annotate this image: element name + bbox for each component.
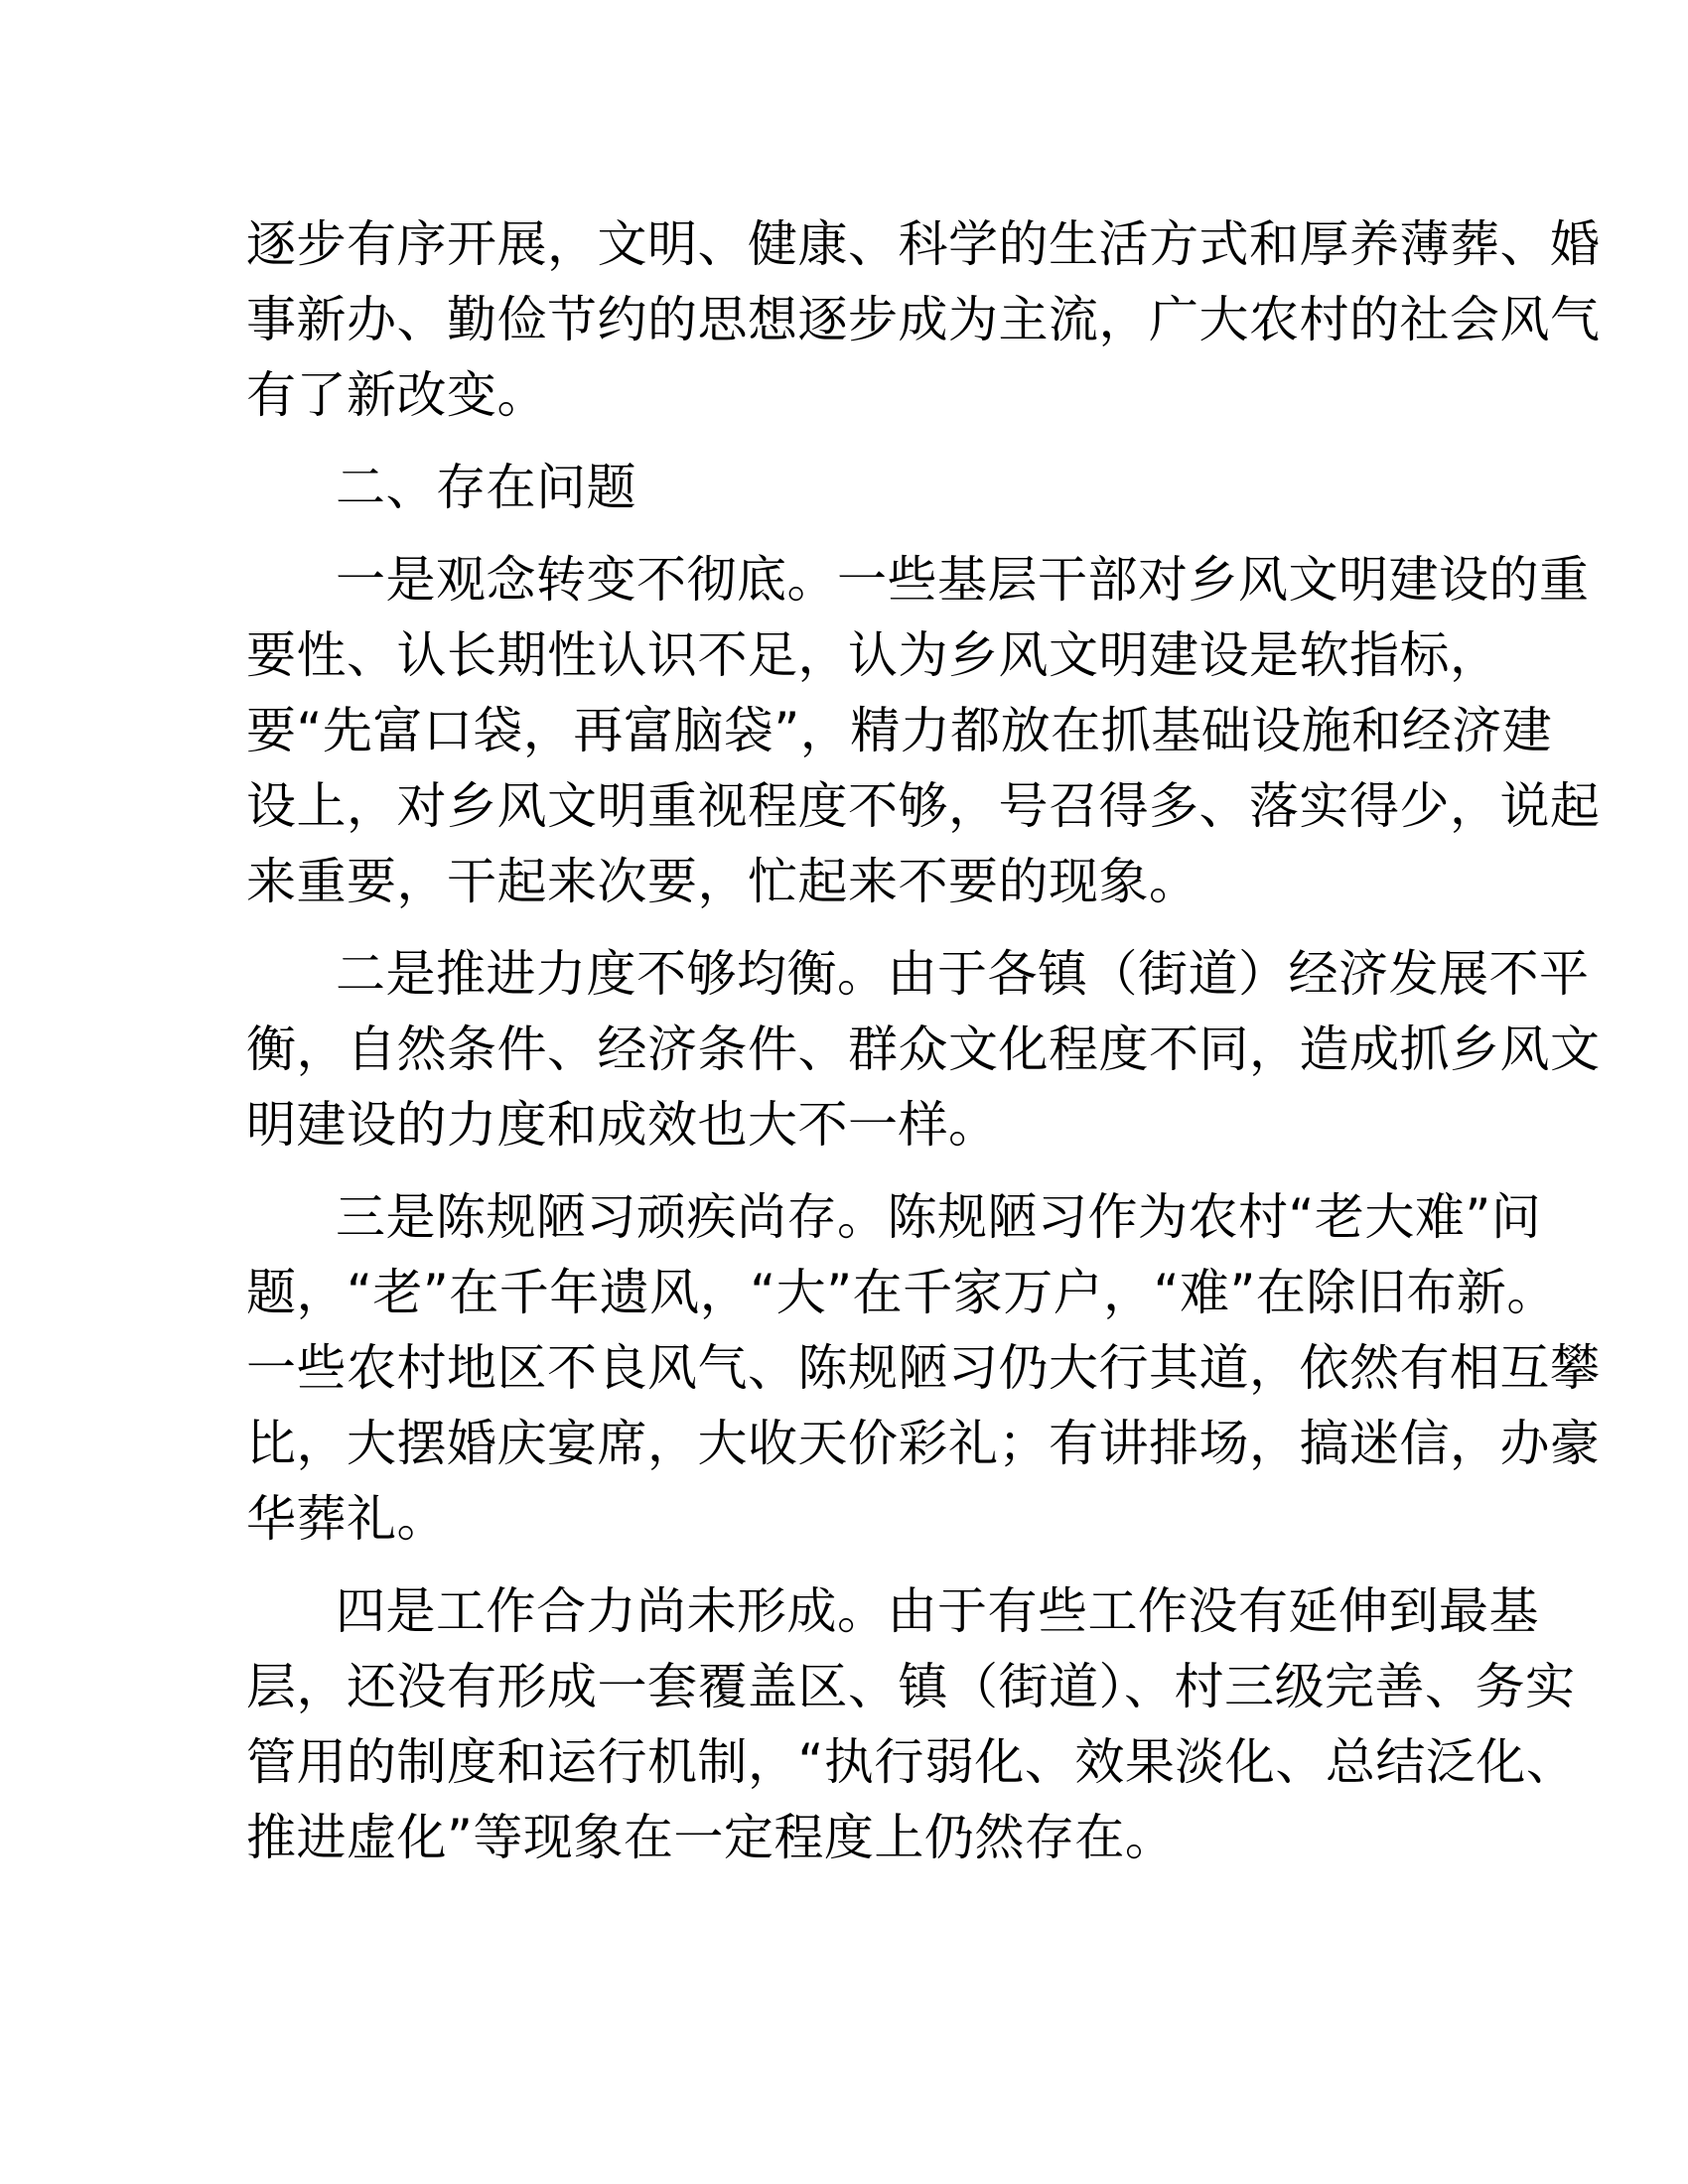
- paragraph-line: 层，还没有形成一套覆盖区、镇（街道）、村三级完善、务实: [246, 1658, 1576, 1715]
- paragraph-line: 四是工作合力尚未形成。由于有些工作没有延伸到最基: [336, 1582, 1539, 1640]
- paragraph-line: 要性、认长期性认识不足，认为乡风文明建设是软指标，: [246, 626, 1500, 684]
- paragraph-line: 题，“老”在千年遗风，“大”在千家万户，“难”在除旧布新。: [246, 1264, 1557, 1321]
- paragraph-line: 推进虚化”等现象在一定程度上仍然存在。: [246, 1809, 1176, 1866]
- paragraph-line: 设上，对乡风文明重视程度不够，号召得多、落实得少，说起: [246, 777, 1601, 835]
- paragraph-line: 事新办、勤俭节约的思想逐步成为主流，广大农村的社会风气: [246, 291, 1601, 348]
- paragraph-line: 管用的制度和运行机制，“执行弱化、效果淡化、总结泛化、: [246, 1733, 1577, 1791]
- paragraph-line: 比，大摆婚庆宴席，大收天价彩礼；有讲排场，搞迷信，办豪: [246, 1415, 1601, 1472]
- paragraph-line: 逐步有序开展，文明、健康、科学的生活方式和厚养薄葬、婚: [246, 215, 1601, 273]
- paragraph-line: 衡，自然条件、经济条件、群众文化程度不同，造成抓乡风文: [246, 1021, 1601, 1078]
- paragraph-line: 华葬礼。: [246, 1490, 447, 1548]
- section-heading: 二、存在问题: [336, 459, 636, 516]
- paragraph-line: 一些农村地区不良风气、陈规陋习仍大行其道，依然有相互攀: [246, 1339, 1601, 1397]
- paragraph-line: 有了新改变。: [246, 366, 547, 424]
- paragraph-line: 三是陈规陋习顽疾尚存。陈规陋习作为农村“老大难”问: [336, 1188, 1542, 1246]
- paragraph-line: 要“先富口袋，再富脑袋”，精力都放在抓基础设施和经济建: [246, 702, 1553, 759]
- paragraph-line: 一是观念转变不彻底。一些基层干部对乡风文明建设的重: [336, 551, 1590, 609]
- paragraph-line: 明建设的力度和成效也大不一样。: [246, 1096, 999, 1154]
- paragraph-line: 二是推进力度不够均衡。由于各镇（街道）经济发展不平: [336, 945, 1590, 1003]
- paragraph-line: 来重要，干起来次要，忙起来不要的现象。: [246, 853, 1199, 910]
